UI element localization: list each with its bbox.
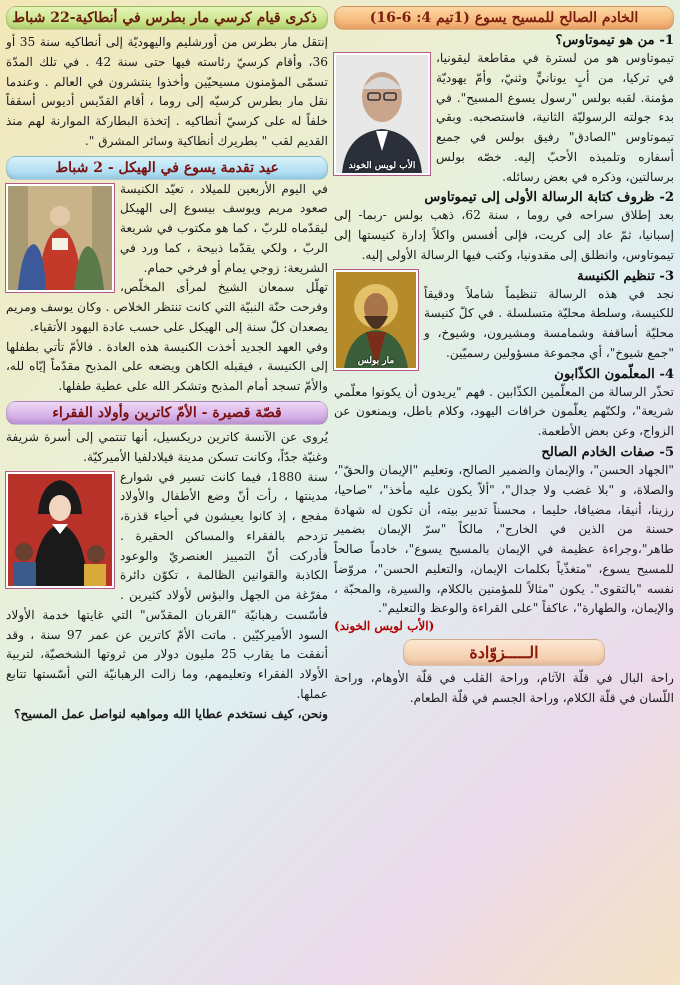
st-paul-icon-image [334,270,418,370]
section-2-body: بعد إطلاق سراحه في روما ، سنة 62، ذهب بولس -ربما- إلى إسبانيا، ثمّ عاد إلى كريت، فإلى أفسس واكلاً إدارة كنيستها إلى تيموتاوس، وانطلق إلى مقدونيا، وكتب فيها الرسالة الأولى إليه. [334,208,674,262]
story-question: ونحن، كيف نستخدم عطايا الله ومواهبه لنواصل عمل المسيح؟ [14,706,328,721]
section-1-body: تيموتاوس هو من لسترة في مقاطعة ليقونيا، في تركيا، من أبٍ يونانيٍّ وثنيّ، وأمّ يهوديّة مؤمنة. لقبه بولس "رسول يسوع المسيح". في بدء جولته الرسوليّة الثانية، فاستصحبه. وبقي تيموتاوس "الصادق" رفيق بولس في جميع أسفاره وتلميذه الأحبّ إليه. خصّه بولس برسالتين، وذكره في بعض رسائله. [436,51,674,184]
section-3-title: 3- تنظيم الكنيسة [577,268,674,284]
section-2-title: 2- ظروف كتابة الرسالة الأولى إلى تيموتاوس [424,190,674,206]
portrait-icon [336,55,428,173]
section-5-body: "الجهاد الحسن"، والإيمان والضمير الصالح، وتعليم "الإيمان والحقّ"، والصلاة، و "بلا غضب ولا جدال"، "ألاّ يكون عليه مأخذ"، "صاحيا، رزينا، أنيقا، مضيافا، حليما ، محسناً تدبير بيته، أن تكون له شهادة حسنة من الذين في الخارج"، مالكاً "سرّ الإيمان بضمير طاهر"،وجراءة عظيمة في الإيمان بالمسيح يسوع"، خادماً صالحاً للمسيح يسوع، "متغذّياً بكلمات الإيمان، والتعليم الحسن"، مروّضاً نفسه "بالتقوى". يكون "مثالاً للمؤمنين بالكلام، والسيرة، والمحبّة ، والإيمان، والطهارة"، عاكفاً "على القراءة والوعظ والتعليم". [334,463,674,616]
article-banner: الخادم الصالح للمسيح يسوع (1تيم 4: 6-16) [334,6,674,30]
katharine-drexel-image [6,472,114,588]
section-4-title: 4- المعلّمون الكذّابون [554,366,674,382]
section-3-body: نجد في هذه الرسالة تنظيماً شاملاً ودقيقاً للكنيسة، وسلطة محليّة متسلسلة . في كلّ كنيسة محليّة أساقفة وشمامسة ومشيرون، وشيوخ، و "جمع شيوخ"، أي مجموعة مسؤولين رسميّين. [424,286,674,360]
left-column [6,6,328,979]
section-5-title: 5- صفات الخادم الصالح [541,445,674,461]
story-body-1: يُروى عن الآنسة كاترين دريكسيل، أنها تنتمي إلى أسرة شريفة وغنيّة جدّاً، وكانت تسكن مدينة فيلادلفيا الأميركيّة. [6,430,328,464]
right-column [334,6,674,979]
peter-chair-body: إنتقل مار بطرس من أورشليم واليهوديّة إلى أنطاكيه سنة 35 أو 36، وأقام كرسيّ رئاسته فيها حتى سنة 42 . في تلك المدّة تسمّى المؤمنون مسيحيّين وأخذوا ينتشرون في العالم . وعندما نقل مار بطرس كرسيّه إلى روما ، أقام القدّيس أديوس أسقفاً خلفاً له على كرسيّ أنطاكيه . إتخذة البطاركة الموارنة لهم منذ القديم لقب " بطريرك أنطاكية وسائر المشرق ". [6,35,328,148]
peter-chair-banner: ذكرى قيام كرسي مار بطرس في أنطاكية-22 شباط [6,6,328,30]
provision-banner: الـــــزوّادة [403,639,605,666]
presentation-body-3: وفي العهد الجديد أخذت الكنيسة هذه العادة . فالأمّ تأتي بطفلها إلى الكنيسة ، فيقبله الكاهن ويضعه على المذبح مقدّماً إيّاه لله، والأمّ تسجد أمام المذبح وتشكر الله على عطية طفلها. [6,339,328,394]
nun-children-icon [8,474,112,586]
story-banner: قصّة قصيرة - الأمّ كاترين وأولاد الفقراء [6,401,328,425]
presentation-banner: عيد تقدمة يسوع في الهيكل - 2 شباط [6,156,328,180]
photo-caption-2: مار بولس [357,355,395,366]
saint-icon [336,272,416,368]
presentation-painting [6,184,114,292]
section-4-body: تحذّر الرسالة من المعلّمين الكذّابين . فهم "يريدون أن يكونوا معلّمي شريعة"، ولكنّهم يعلّمون خرافات اليهود، وكلام باطل، ويمنعون عن الزواج، وعن بعض الأطعمة. [334,384,674,439]
story-body-2: سنة 1880، فيما كانت تسير في شوارع مدينتها ، رأت أنّ وضع الأطفال والأولاد مفجع ، إذ كانوا يعيشون في أحياء قذرة، تزدحم بالفقراء والمساكن الحقيرة . فأدركت أنّ التمييز العنصريّ والوعود الكاذبة والقوانين الظالمة ، تكوّن دائرة مفرّغة من الجهل والبؤس لأولاد كثيرين . فأسّست رهبانيّة "القربان المقدّس" التي غايتها خدمة الأولاد السود الأميركيّين . ماتت الأمّ كاترين عن عمر 97 سنة ، وقد أنفقت ما يقارب 25 مليون دولار من ثروتها الشخصيّة، لتربية الأولاد الفقراء وتعليمهم، وما زالت الرهبانيّة التي أسّستها تتابع عملها. [6,469,328,701]
presentation-body-1: في اليوم الأربعين للميلاد ، تعيّد الكنيسة صعود مريم ويوسف بيسوع إلى الهيكل ليقدّماه للربّ ، كما هو مكتوب في شريعة الربّ ، ولكي يقدّما ذبيحة ، كما ورد في الشريعة: زوجي يمام أو فرخي حمام. [120,181,328,275]
provision-body: راحة البال في قلّة الآثام، وراحة القلب في قلّة الأوهام، وراحة اللّسان في قلّة الكلام، وراحة الجسم في قلّة الطعام. [334,671,674,705]
author-signature: (الأب لويس الخوند) [334,619,435,634]
photo-caption: الأب لويس الخوند [348,161,416,171]
priest-photo [334,53,430,175]
painting-icon [8,186,112,290]
presentation-body-2: تهلّل سمعان الشيخ لمرأى المخلّص، وفرحت حنّة النبيّة التي كانت تنتظر الخلاص . وكان يوسف ومريم يصعدان كلّ سنة إلى الهيكل على حسب عادة اليهود الأتقياء. [6,280,328,334]
section-1-title: 1- من هو تيموتاوس؟ [555,33,674,48]
